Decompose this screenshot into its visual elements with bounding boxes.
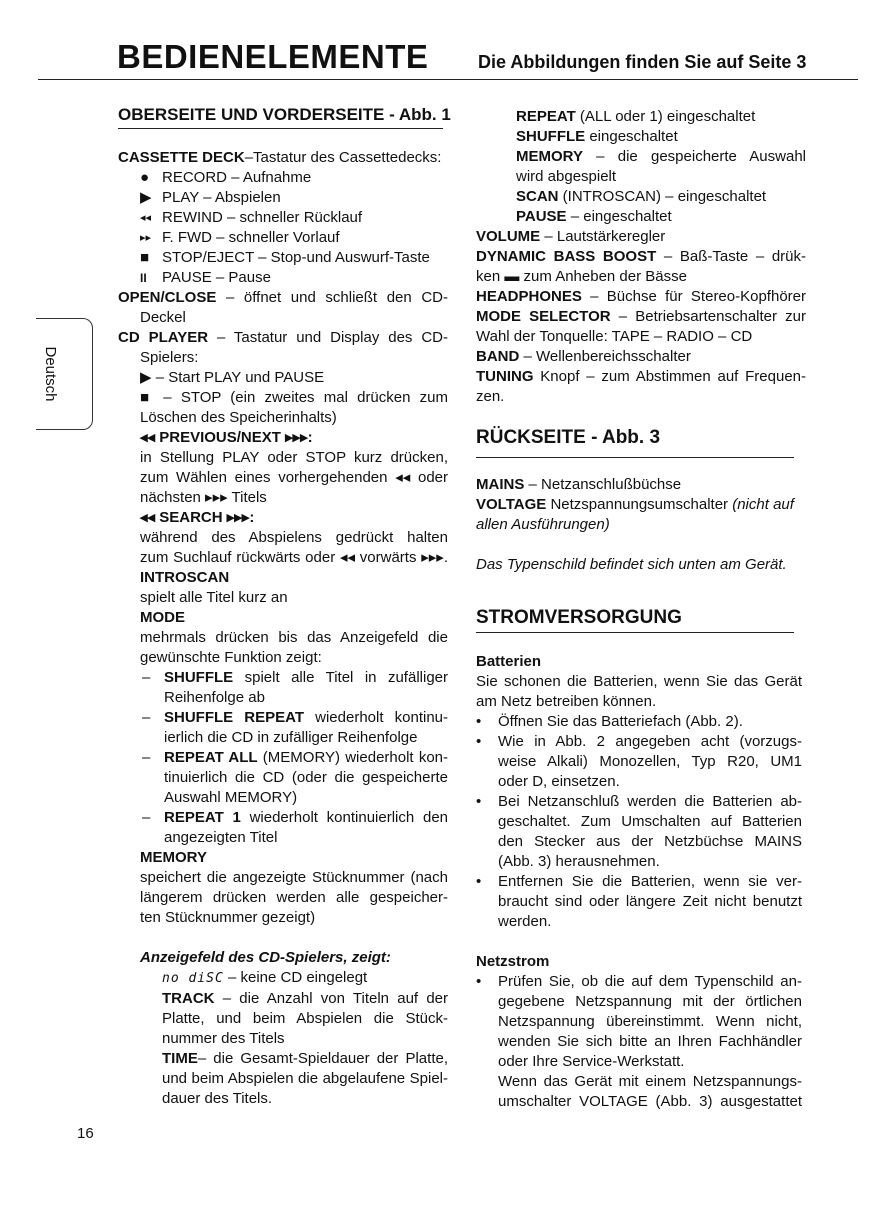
control-line (476, 227, 806, 247)
indicator-desc: eingeschaltet (585, 128, 678, 145)
control-label: DYNAMIC BASS BOOST (476, 248, 657, 265)
cd-player-cont: Spielers: (140, 349, 199, 366)
voltage-label: VOLTAGE (476, 496, 547, 513)
mode-option-label: SHUFFLE REPEAT (164, 709, 305, 726)
mode-option-cont: angezeigten Titel (164, 829, 278, 846)
list-item (476, 732, 802, 792)
search-label: ◂◂ SEARCH ▸▸▸: (140, 509, 255, 526)
list-item (476, 792, 802, 872)
indicator-line (516, 187, 806, 207)
paragraph-line: in Stellung PLAY oder STOP kurz drücken, (140, 449, 448, 466)
play-icon: ▶ (140, 189, 152, 206)
list-item-text: oder D, einsetzen. (498, 773, 620, 790)
list-item-text: Bei Netzanschluß werden die Batterien ab- (498, 793, 802, 810)
indicator-label: PAUSE (516, 208, 567, 225)
control-label: HEADPHONES (476, 288, 582, 305)
play-pause-desc: ▶ – Start PLAY und PAUSE (140, 369, 325, 386)
mode-option-desc: (MEMORY) wiederholt kon- (257, 749, 448, 766)
cd-player-desc: – Tastatur und Display des CD- (208, 329, 448, 346)
control-label: BAND (476, 348, 520, 365)
list-item-text: PLAY – Abspielen (162, 189, 281, 206)
control-line (476, 307, 806, 327)
control-line (476, 367, 806, 387)
mains-desc: – Netzanschlußbüchse (524, 476, 682, 493)
language-tab (36, 318, 93, 430)
section-divider (476, 457, 794, 458)
mode-option-label: REPEAT ALL (164, 749, 258, 766)
stop-desc: ■ – STOP (ein zweites mal drücken zum (140, 389, 448, 406)
list-item-text: Wenn das Gerät mit einem Netzspannungs- (498, 1073, 802, 1090)
voltage-line (476, 495, 806, 515)
list-item-text: Öffnen Sie das Batteriefach (Abb. 2). (498, 713, 743, 730)
bullet-icon: • (476, 873, 482, 890)
paragraph-line: Sie schonen die Batterien, wenn Sie das Gerät (476, 673, 802, 690)
list-item-text: F. FWD – schneller Vorlauf (162, 229, 340, 246)
indicator-label: SCAN (516, 188, 559, 205)
list-item-text: Entfernen Sie die Batterien, wenn sie ver- (498, 873, 802, 890)
voltage-note: (nicht auf (732, 496, 794, 513)
mains-line (476, 475, 806, 495)
dash-bullet: – (142, 709, 151, 726)
open-close-desc: – öffnet und schließt den CD- (216, 289, 448, 306)
open-close-cont: Deckel (140, 309, 186, 326)
indicator-desc: – die gespeicherte Auswahl (582, 148, 806, 165)
indicator-desc: wird abgespielt (516, 168, 617, 185)
display-segment-text: no diSC (162, 971, 224, 986)
track-label: TRACK (162, 990, 215, 1007)
indicator-line (516, 107, 806, 127)
dash-bullet: – (142, 669, 151, 686)
cd-player-line (118, 328, 448, 348)
list-item-text: STOP/EJECT – Stop-und Auswurf-Taste (162, 249, 430, 266)
paragraph-line: ten Stücknummer gezeigt) (140, 909, 316, 926)
control-line (476, 247, 806, 267)
paragraph-line: dauer des Titels. (162, 1090, 273, 1107)
list-item-text: Netzspannung übereinstimmt. Wenn nicht, (498, 1013, 802, 1030)
list-item (140, 668, 448, 708)
display-section-title: Anzeigefeld des CD-Spielers, zeigt: (140, 949, 391, 966)
mode-option-cont: Auswahl MEMORY) (164, 789, 298, 806)
list-item-text: geschaltet. Zum Umschalten auf Batterien (498, 813, 802, 830)
stop-icon: ■ (140, 249, 150, 266)
indicator-line (516, 127, 806, 147)
paragraph-line: und beim Abspielen die abgelaufene Spiel- (162, 1070, 448, 1087)
list-item-text: gegebene Netzspannung mit der örtlichen (498, 993, 802, 1010)
list-item-text: RECORD – Aufnahme (162, 169, 312, 186)
control-line (476, 347, 806, 367)
cassette-line (118, 148, 448, 168)
list-item (476, 972, 802, 1112)
mode-label: MODE (140, 609, 185, 626)
cd-player-label: CD PLAYER (118, 329, 209, 346)
section-divider (118, 128, 443, 129)
indicator-label: SHUFFLE (516, 128, 586, 145)
list-item (140, 748, 448, 808)
introscan-label: INTROSCAN (140, 569, 230, 586)
list-item-text: den Stecker aus der Netzbüchse MAINS (498, 833, 802, 850)
list-item-text: wenden Sie sich bitte an Ihren Fachhändler (498, 1033, 802, 1050)
paragraph-line: zum Suchlauf rückwärts oder ◂◂ vorwärts ▸▸▸. (140, 549, 448, 566)
paragraph-line: speichert die angezeigte Stücknummer (nach (140, 869, 448, 886)
mains-label: MAINS (476, 476, 525, 493)
figure-reference: Die Abbildungen finden Sie auf Seite 3 (478, 52, 807, 72)
track-line (118, 989, 448, 1009)
mode-option-label: REPEAT 1 (164, 809, 241, 826)
page-title: BEDIENELEMENTE (117, 38, 429, 75)
indicator-label: REPEAT (516, 108, 576, 125)
bullet-icon: • (476, 973, 482, 990)
paragraph-line: nummer des Titels (162, 1030, 285, 1047)
control-label: VOLUME (476, 228, 541, 245)
control-desc: – Wellenbereichsschalter (519, 348, 691, 365)
right-column (476, 107, 806, 450)
pause-icon: II (140, 271, 147, 285)
list-item-text: oder Ihre Service-Werkstatt. (498, 1053, 685, 1070)
list-item (140, 808, 448, 848)
dash-bullet: – (142, 749, 151, 766)
list-item-text: braucht sind oder längere Zeit nicht benutzt (498, 893, 802, 910)
header-divider (38, 79, 858, 80)
power-section (476, 652, 802, 1112)
fast-forward-icon: ▸▸ (140, 232, 152, 244)
back-section (476, 475, 806, 575)
control-desc: – Betriebsartenschalter zur (610, 308, 806, 325)
paragraph-line: zum Wählen eines vorhergehenden ◂◂ oder (140, 469, 448, 486)
language-label: Deutsch (42, 346, 59, 402)
track-desc: – die Anzahl von Titeln auf der (214, 990, 448, 1007)
time-label: TIME (162, 1050, 198, 1067)
control-label: MODE SELECTOR (476, 308, 611, 325)
section-divider (476, 632, 794, 633)
control-desc: zen. (476, 388, 505, 405)
mode-option-cont: Reihenfolge ab (164, 689, 265, 706)
control-label: TUNING (476, 368, 534, 385)
open-close-line (118, 288, 448, 308)
page-number: 16 (77, 1125, 94, 1142)
time-desc: – die Gesamt-Spieldauer der Platte, (197, 1050, 448, 1067)
mode-option-cont: ierlich die CD in zufälliger Reihenfolge (164, 729, 418, 746)
time-line (118, 1049, 448, 1069)
list-item-text: weise Alkali) Monozellen, Typ R20, UM1 (498, 753, 802, 770)
list-item-text: Prüfen Sie, ob die auf dem Typenschild an- (498, 973, 802, 990)
list-item-text: umschalter VOLTAGE (Abb. 3) ausgestattet (498, 1093, 802, 1110)
list-item (140, 708, 448, 748)
cassette-label: CASSETTE DECK (118, 149, 245, 166)
mode-option-label: SHUFFLE (164, 669, 234, 686)
introscan-desc: spielt alle Titel kurz an (140, 589, 288, 606)
list-item (140, 248, 448, 268)
control-desc: Wahl der Tonquelle: TAPE – RADIO – CD (476, 328, 753, 345)
list-item (476, 712, 802, 732)
typeplate-note: Das Typenschild befindet sich unten am Gerät. (476, 556, 787, 573)
no-disc-line (118, 968, 448, 989)
bullet-icon: • (476, 793, 482, 810)
control-line (476, 327, 806, 347)
control-line (476, 287, 806, 307)
bullet-icon: • (476, 713, 482, 730)
mode-option-cont: tinuierlich die CD (oder die gespeicherte (164, 769, 448, 786)
paragraph-line: nächsten ▸▸▸ Titels (140, 489, 267, 506)
indicator-desc: (ALL oder 1) eingeschaltet (575, 108, 756, 125)
mains-power-title: Netzstrom (476, 953, 550, 970)
list-item (140, 168, 448, 188)
list-item (140, 188, 448, 208)
mode-option-desc: spielt alle Titel in zufälliger (233, 669, 448, 686)
list-item-text: Wie in Abb. 2 angegeben acht (vorzugs- (498, 733, 802, 750)
rewind-icon: ◂◂ (140, 212, 152, 224)
section-title-top-front: OBERSEITE UND VORDERSEITE - Abb. 1 (118, 105, 451, 124)
dash-bullet: – (142, 809, 151, 826)
paragraph-line: gewünschte Funktion zeigt: (140, 649, 322, 666)
section-title-power: STROMVERSORGUNG (476, 607, 682, 628)
control-line (476, 267, 806, 287)
list-item-text: PAUSE – Pause (162, 269, 271, 286)
paragraph-line: Platte, und beim Abspielen die Stück- (162, 1010, 448, 1027)
list-item (140, 268, 448, 288)
mode-option-desc: wiederholt kontinuierlich den (240, 809, 448, 826)
control-desc: ken ▬ zum Anheben der Bässe (476, 268, 687, 285)
control-desc: – Lautstärkeregler (540, 228, 666, 245)
list-item (476, 872, 802, 932)
voltage-desc: Netzspannungsumschalter (546, 496, 733, 513)
voltage-note-cont: allen Ausführungen) (476, 516, 610, 533)
paragraph-line: längerem drücken werden alle gespeicher- (140, 889, 448, 906)
batteries-title: Batterien (476, 653, 542, 670)
record-icon: ● (140, 169, 150, 186)
section-title-back: RÜCKSEITE - Abb. 3 (476, 427, 661, 448)
memory-label: MEMORY (140, 849, 207, 866)
list-item-text: (Abb. 3) herausnehmen. (498, 853, 660, 870)
indicator-desc: (INTROSCAN) – eingeschaltet (558, 188, 767, 205)
list-item (140, 228, 448, 248)
indicator-line (516, 167, 806, 187)
indicator-desc: – eingeschaltet (566, 208, 672, 225)
control-desc: – Büchse für Stereo-Kopfhörer (581, 288, 806, 305)
left-column (118, 148, 448, 1109)
stop-desc-cont: Löschen des Speicherinhalts) (140, 409, 337, 426)
list-item-text: REWIND – schneller Rücklauf (162, 209, 363, 226)
previous-next-label: ◂◂ PREVIOUS/NEXT ▸▸▸: (140, 429, 313, 446)
paragraph-line: während des Abspielens gedrückt halten (140, 529, 448, 546)
bullet-icon: • (476, 733, 482, 750)
control-desc: – Baß-Taste – drük- (656, 248, 806, 265)
cassette-desc: –Tastatur des Cassettedecks: (244, 149, 442, 166)
no-disc-desc: – keine CD eingelegt (223, 969, 368, 986)
indicator-label: MEMORY (516, 148, 583, 165)
control-desc: Knopf – zum Abstimmen auf Frequen- (533, 368, 806, 385)
list-item-text: werden. (498, 913, 552, 930)
list-item (140, 208, 448, 228)
indicator-line (516, 147, 806, 167)
paragraph-line: am Netz betreiben können. (476, 693, 657, 710)
mode-option-desc: wiederholt kontinu- (304, 709, 448, 726)
control-line (476, 387, 806, 407)
indicator-line (516, 207, 806, 227)
open-close-label: OPEN/CLOSE (118, 289, 217, 306)
paragraph-line: mehrmals drücken bis das Anzeigefeld die (140, 629, 448, 646)
